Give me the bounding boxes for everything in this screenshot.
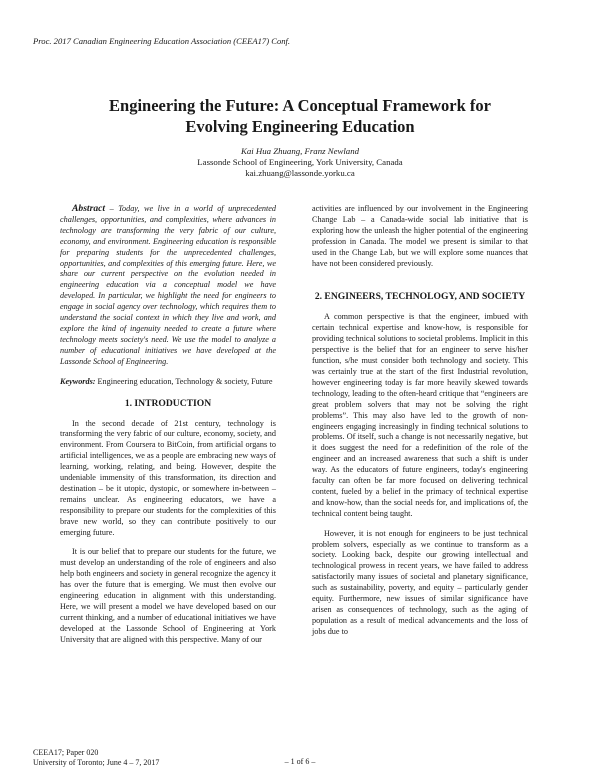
keywords-text: Engineering education, Technology & society, Future — [95, 376, 273, 386]
title-line-2: Evolving Engineering Education — [185, 117, 415, 136]
section2-paragraph-2: However, it is not enough for engineers to be just technical problem solvers, especially as we continue to transform as a society. Looking back, despite our growing intellectual and technological prowess in recent years, we have failed to address satisfactorily many issues of societal and planetary significance, such as sustainability, poverty, and equity – particularly gender equity. Furthermore, new issues of similar significance have arisen as consequences of technology, such as the aging of population as a result of medical advancements and the loss of jobs due to — [312, 528, 528, 636]
footer-paper-id: CEEA17; Paper 020 — [33, 748, 99, 757]
email: kai.zhuang@lassonde.yorku.ca — [245, 168, 355, 178]
intro-paragraph-2: It is our belief that to prepare our students for the future, we must develop an understanding of the role of engineers and also help both engineers and society in general recognize the agency it has over the future that is emerging. We must then evolve our engineering education in alignment with this understanding. Here, we will present a model we have developed based on our current thinking, and a number of educational initiatives we have developed at the Lassonde School of Engineering at York University that are aligned with this perspective. Many of our — [60, 547, 276, 644]
proceedings-header: Proc. 2017 Canadian Engineering Education Association (CEEA17) Conf. — [33, 36, 291, 46]
author-block — [60, 146, 540, 179]
footer-venue: University of Toronto; June 4 – 7, 2017 — [33, 757, 160, 767]
section-heading-introduction: 1. INTRODUCTION — [124, 397, 212, 409]
abstract — [60, 204, 276, 368]
section-heading-engineers-technology-society: 2. ENGINEERS, TECHNOLOGY, AND SOCIETY — [314, 291, 526, 303]
abstract-text: – Today, we live in a world of unprecedented challenges, opportunities, and complexities, where advances in technology are transforming the very fabric of our culture, economy, and environment. Engineering education is responsible for preparing students for the unprecedented challenges, opportunities, and complexities of this emerging future. Here, we share our current perspective on the evolution needed in engineering education via a conceptual model we have developed. In particular, we highlight the need for engineers to engage in social agency over technology, which requires them to understand the social context in which they live and work, and explore the kind of ingenuity needed to create a future where technology meets society's need. We use the model to analyze a number of educational initiatives we have developed at the Lassonde School of Engineering. — [60, 204, 276, 366]
keywords — [60, 377, 276, 388]
section2-paragraph-1: A common perspective is that the engineer, imbued with certain technical expertise and know-how, is responsible for providing technical solutions to societal problems. Implicit in this perspective is the belief that for an engineer to serve his/her function, s/he must consider both technology and society. This was certainly true at the start of the first Industrial revolution, however engineering today is far more heavily skewed towards technology, leading to the often-heard critique that “engineers are great problem solvers that may not be solving the right problems”. This may also have led to the growth of non-engineers engaging increasingly in finding technical solutions to problems. Of itself, such a change is not necessarily negative, but it does suggest the need for a redefinition of the role of the engineer and an increased awareness that such a shift is under way. As the educators of future engineers, today's engineering faculty can often be far more focused on delivering technical content, fueled by a belief in the primacy of technical expertise and know-how, than the social needs for, and implications of, the technical content being taught. — [312, 312, 528, 518]
right-column — [312, 204, 528, 647]
keywords-label: Keywords: — [60, 376, 96, 386]
affiliation: Lassonde School of Engineering, York University, Canada — [197, 157, 403, 167]
page-number: – 1 of 6 – — [284, 757, 316, 766]
abstract-label: Abstract — [72, 203, 106, 214]
right-paragraph-1: activities are influenced by our involvement in the Engineering Change Lab – a Canada-wide social lab initiative that is exploring how the unleash the higher potential of the engineering profession in Canada. The model we present is similar to that used in the Change Lab, but we will explore some nuances that have not been considered previously. — [312, 204, 528, 268]
intro-paragraph-1: In the second decade of 21st century, technology is transforming the very fabric of our culture, economy, society, and environment. From Coursera to BitCoin, from artificial organs to artificial intelligences, we as a people are embracing new ways of learning, working, relating, and being. However, despite the undeniable immensity of this transformation, its direction and destination – be it utopic, dystopic, or somewhere in-between – remains unclear. As engineering educators, we have a responsibility to prepare our students for the complexities of this brave new world, so they can contribute positively to our emerging future. — [60, 418, 276, 537]
title-line-1: Engineering the Future: A Conceptual Framework for — [109, 96, 491, 115]
left-column — [60, 204, 276, 655]
author-names: Kai Hua Zhuang, Franz Newland — [240, 146, 360, 156]
paper-title — [60, 95, 540, 137]
